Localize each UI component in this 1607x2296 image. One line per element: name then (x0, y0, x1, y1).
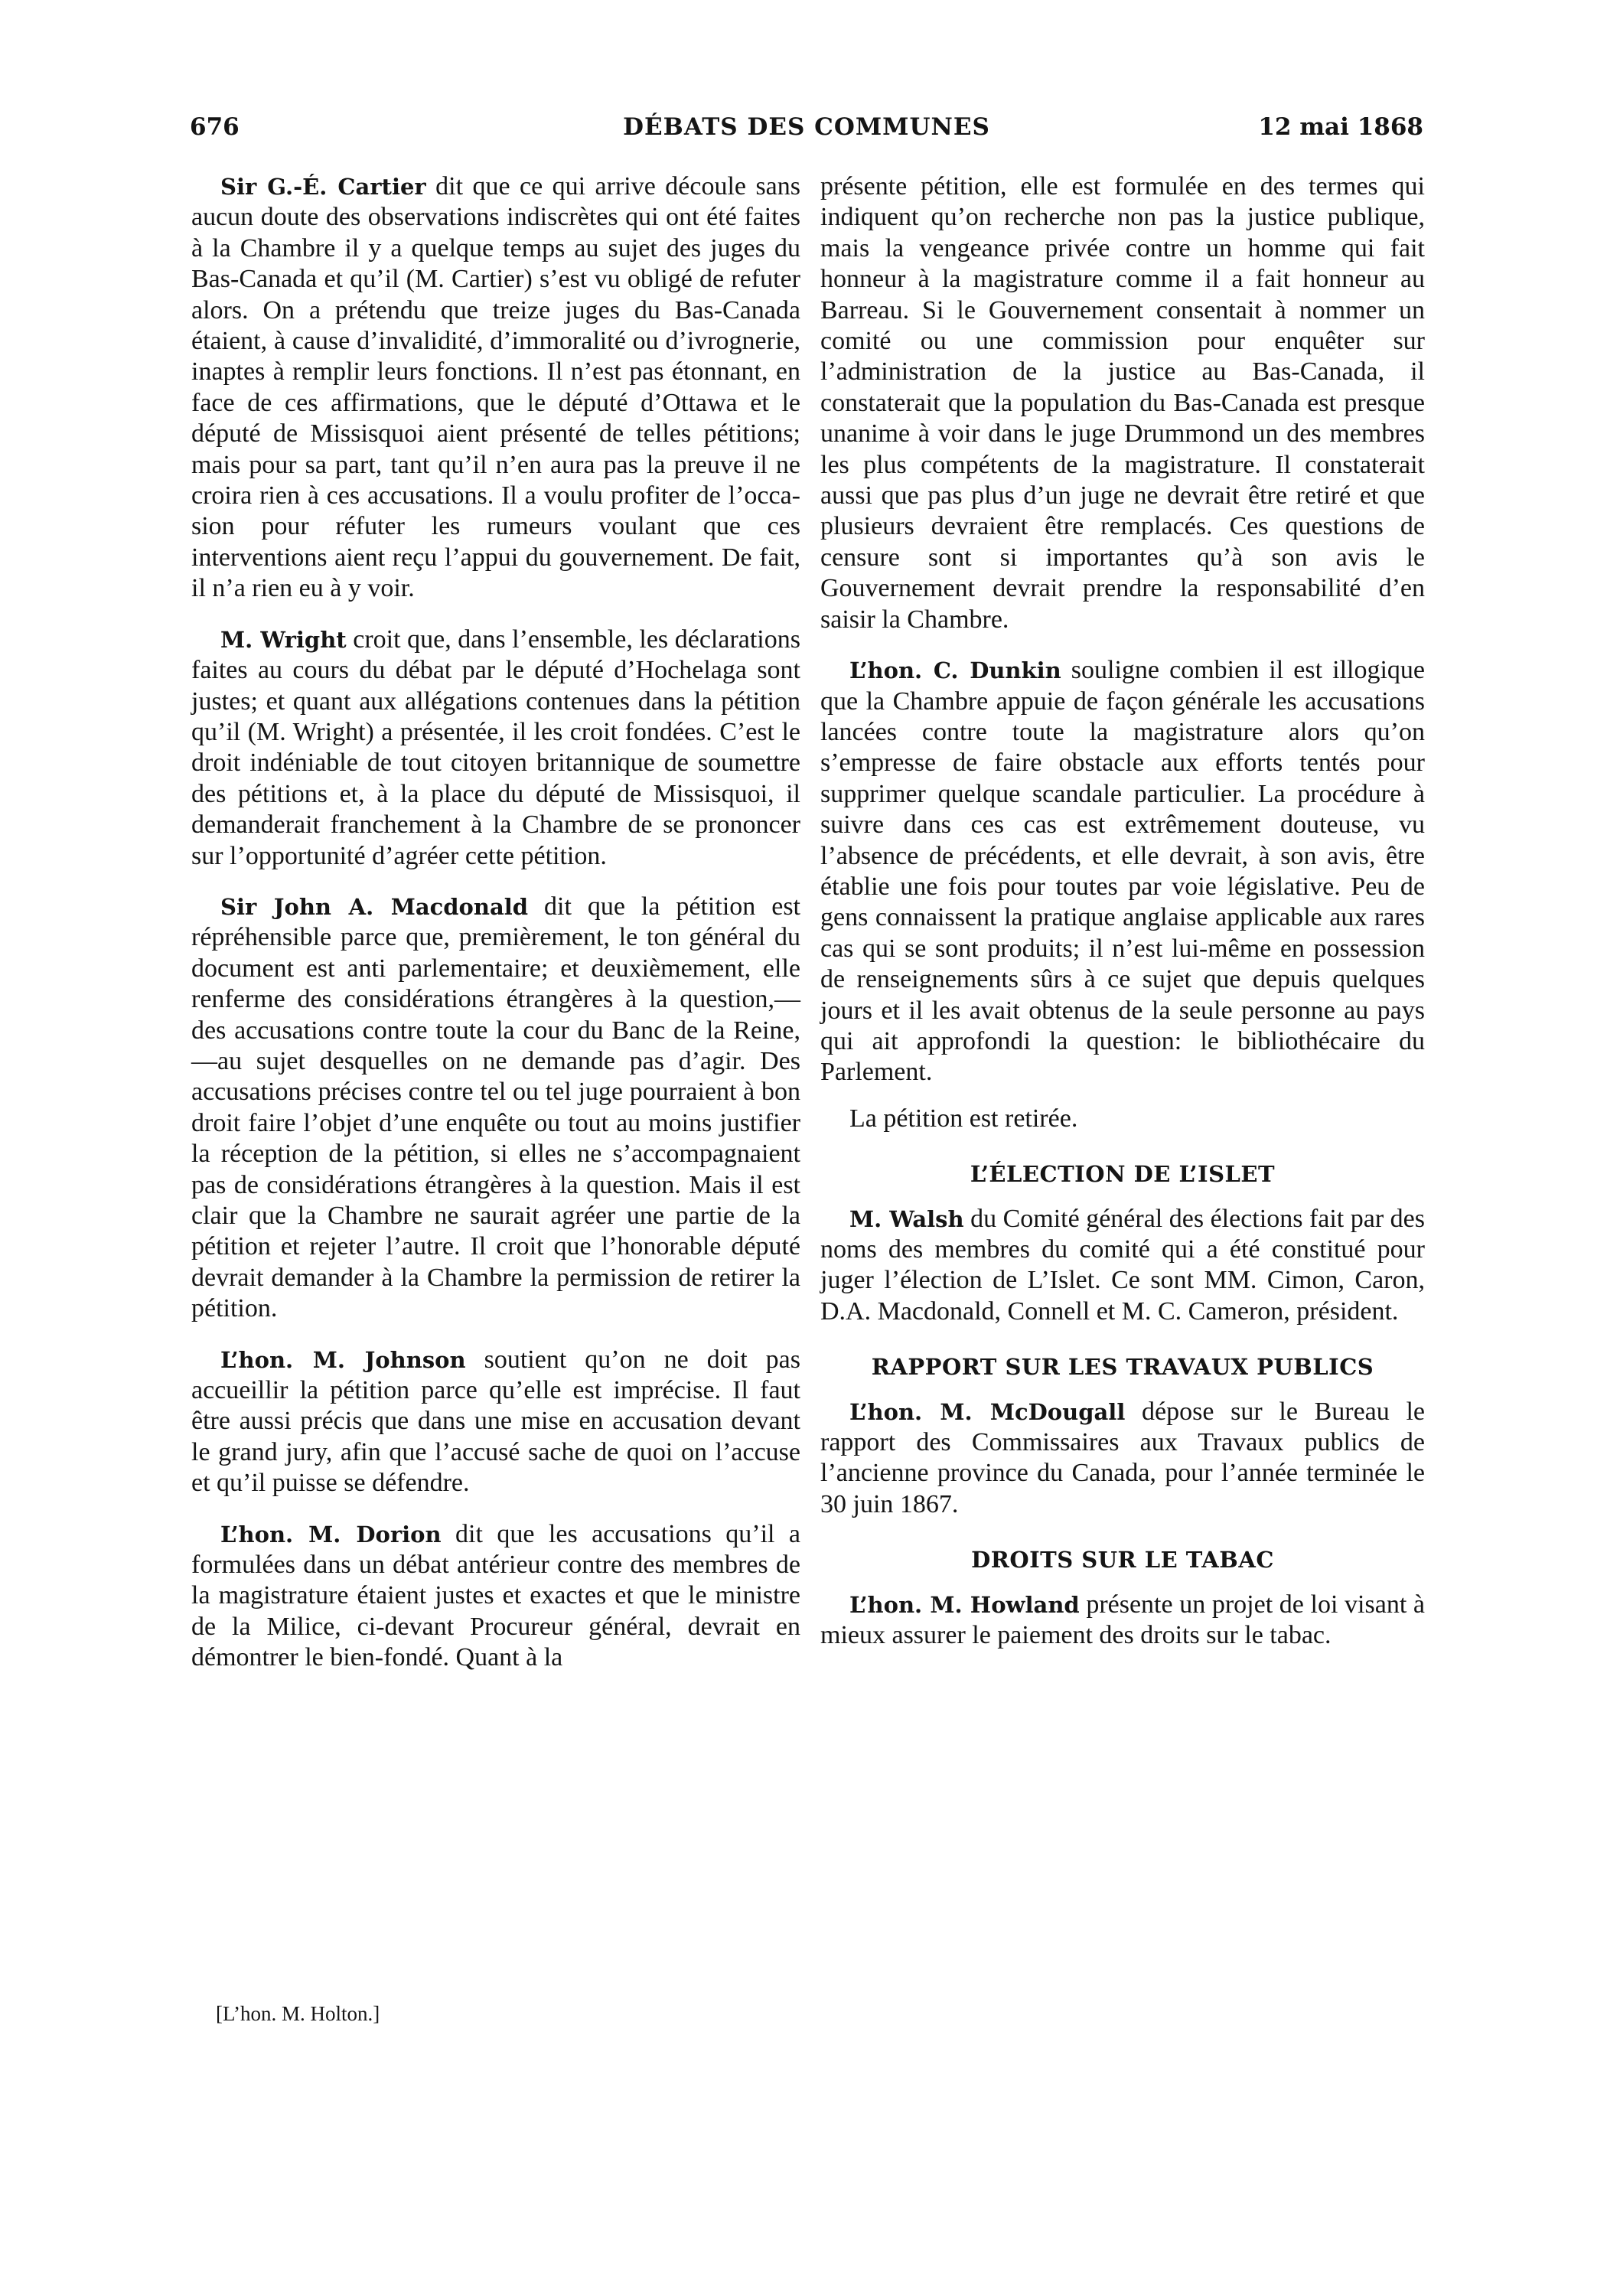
speaker-name: Sir John A. Macdonald (220, 893, 529, 920)
speaker-name: L’hon. M. Dorion (220, 1521, 442, 1548)
speaker-name: M. Walsh (849, 1205, 964, 1232)
speaker-name: L’hon. M. McDougall (849, 1398, 1126, 1425)
speech-johnson (191, 1345, 800, 1499)
speaker-name: L’hon. M. Johnson (220, 1346, 466, 1373)
section-heading-tabac: DROITS SUR LE TABAC (971, 1547, 1274, 1574)
speech-text: du Comité général des élections fait par des noms des membres du comité qui a été constitué pour juger l’élection de L’Islet. Ce sont MM. Cimon, Caron, D.A. Macdonald, Connell et M. C. Cameron, président. (820, 1204, 1426, 1326)
speech-text: souligne combien il est illogique que la Chambre appuie de façon générale les accusations lancées contre toute la magistrature alors qu’on s’empresse de faire obstacle aux efforts tentés pour supprimer quelque scandale particulier. La procédure à suivre dans ces cas est extrêmement douteuse, vu l’absence de précédents, et elle devrait, à son avis, être établie une fois pour toutes par voie législative. Peu de gens connaissent la pratique anglaise applicable aux rares cas qui se sont produits; il n’est lui-même en possession de renseignements sûrs à ce sujet que depuis quelques jours et il les avait obtenus de la seule personne au pays qui ait approfondi la question: le bibliothécaire du Parlement. (820, 656, 1425, 1087)
speaker-name: L’hon. M. Howland (849, 1591, 1080, 1618)
speech-wright (191, 625, 800, 872)
speech-macdonald (191, 892, 800, 1325)
speech-dunkin (820, 655, 1425, 1088)
speech-text: dit que les accusations qu’il a formulées dans un débat antérieur contre des membres de la magistrature étaient justes et exactes et que le ministre de la Milice, ci-devant Procureur général, devrait en démontrer le bien-fondé. Quant à la (191, 1519, 801, 1672)
petition-withdrawn: La pétition est retirée. (849, 1104, 1078, 1133)
sitting-date: 12 mai 1868 (1258, 113, 1423, 141)
section-heading-travaux-publics: RAPPORT SUR LES TRAVAUX PUBLICS (871, 1354, 1374, 1381)
speech-walsh (820, 1204, 1425, 1328)
speech-cartier (191, 171, 800, 605)
speaker-name: M. Wright (220, 626, 347, 653)
speech-mcdougall (820, 1397, 1425, 1521)
speaker-name: Sir G.-É. Cartier (220, 174, 426, 200)
speech-text: dit que ce qui arrive découle sans aucun doute des observations indiscrètes qui ont été faites à la Chambre il y a quelque temps au sujet des juges du Bas-Canada et qu’il (M. Cartier) s’est vu obligé de refuter alors. On a prétendu que treize juges du Bas-Canada étaient, à cause d’invalidité, d’immoralité ou d’ivrognerie, inaptes à remplir leurs fonctions. Il n’est pas étonnant, en face de ces affirmations, que le député d’Ottawa et le député de Missisquoi aient présenté de telles pétitions; mais pour sa part, tant qu’il n’en aura pas la preuve il ne croira rien à ces accusations. Il a voulu profiter de l’occasion pour réfuter les rumeurs voulant que ces interventions aient reçu l’appui du gouvernement. De fait, il n’a rien eu à y voir. (191, 172, 800, 603)
speech-text: dit que la pétition est répréhensible parce que, premièrement, le ton général du document est anti parlementaire; et deuxièmement, elle renferme des considérations étrangères à la question,—des accusations contre toute la cour du Banc de la Reine,—au sujet desquelles on ne demande pas d’agir. Des accusations précises contre tel ou tel juge pourraient à bon droit faire l’objet d’une enquête ou tout au moins justifier la réception de la pétition, si elles ne s’accompagnaient pas de considérations étrangères à la question. Mais il est clair que la Chambre ne saurait agréer une partie de la pétition et rejeter l’autre. Il croit que l’honorable député devrait demander à la Chambre la permission de retirer la pétition. (191, 892, 800, 1323)
speech-text: soutient qu’on ne doit pas accueillir la pétition parce qu’elle est imprécise. Il faut être aussi précis que dans une mise en accusation devant le grand jury, afin que l’accusé sache de quoi on l’accuse et qu’il puisse se défendre. (191, 1345, 800, 1498)
speaker-name: L’hon. C. Dunkin (849, 657, 1061, 684)
speech-dorion (191, 1519, 800, 1674)
left-column (191, 171, 800, 1694)
footer-note: [L’hon. M. Holton.] (216, 2002, 380, 2025)
speech-text: dépose sur le Bureau le rapport des Commissaires aux Travaux publics de l’ancienne province du Canada, pour l’année terminée le 30 juin 1867. (820, 1397, 1425, 1518)
publication-title: DÉBATS DES COMMUNES (623, 113, 990, 141)
page-number: 676 (190, 113, 240, 141)
speech-dorion-continued: présente pétition, elle est formulée en des termes qui indiquent qu’on recherche non pas la justice publique, mais la vengeance privée contre un homme qui fait honneur à la magistrature comme il a fait honneur au Barreau. Si le Gouvernement consentait à nommer un comité ou une commission pour enquêter sur l’administration de la justice au Bas-Canada, il constaterait que la population du Bas-Canada est presque unanime à voir dans le juge Drummond un des membres les plus compétents de la magistrature. Il constaterait aussi que pas plus d’un juge ne devrait être retiré et que plusieurs devraient être remplacés. Ces questions de censure sont si importantes qu’à son avis le Gouvernement devrait prendre la responsabilité d’en saisir la Chambre. (820, 172, 1425, 634)
running-head (190, 113, 1423, 152)
speech-text: présente un projet de loi visant à mieux assurer le paiement des droits sur le tabac. (820, 1590, 1425, 1650)
speech-text: croit que, dans l’ensemble, les déclarations faites au cours du débat par le député d’Hochelaga sont justes; et quant aux allégations contenues dans la pétition qu’il (M. Wright) a présentée, il les croit fondées. C’est le droit indéniable de tout citoyen britannique de soumettre des pétitions et, à la place du député de Missisquoi, il demanderait franchement à la Chambre de se prononcer sur l’opportunité d’agréer cette pétition. (191, 625, 800, 870)
section-heading-islet: L’ÉLECTION DE L’ISLET (970, 1161, 1276, 1188)
speech-howland (820, 1590, 1425, 1652)
right-column (820, 171, 1425, 1671)
